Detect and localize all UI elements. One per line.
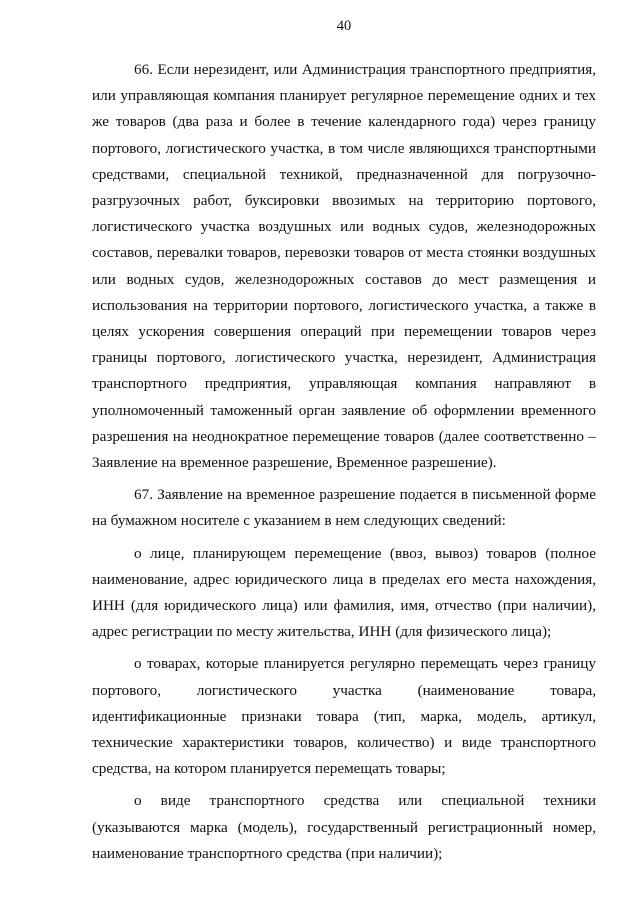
paragraph-goods-info: о товарах, которые планируется регулярно перемещать через границу портового, логистического участка (наименование товара, идентификационные признаки товара (тип, марка, модель, артикул, технические характеристики товаров, количество) и виде транспортного средства, на котором планируется перемещать товары; <box>92 655 596 778</box>
paragraph-vehicle-info: о виде транспортного средства или специальной техники (указываются марка (модель), государственный регистрационный номер, наименование транспортного средства (при наличии); <box>92 792 596 862</box>
paragraph-person-info: о лице, планирующем перемещение (ввоз, вывоз) товаров (полное наименование, адрес юридического лица в пределах его места нахождения, ИНН (для юридического лица) или фамилия, имя, отчество (при наличии), адрес регистрации по месту жительства, ИНН (для физического лица); <box>92 544 596 641</box>
page-number: 40 <box>336 18 352 34</box>
paragraph-67: 67. Заявление на временное разрешение подается в письменной форме на бумажном носителе с указанием в нем следующих сведений: <box>92 486 596 530</box>
paragraph-66: 66. Если нерезидент, или Администрация транспортного предприятия, или управляющая компания планирует регулярное перемещение одних и тех же товаров (два раза и более в течение календарного года) через границу портового, логистического участка, в том числе являющихся транспортными средствами, специальной техникой, предназначенной для погрузочно-разгрузочных работ, буксировки ввозимых на территорию портового, логистического участка воздушных или водных судов, железнодорожных составов, перевалки товаров, перевозки товаров от места стоянки воздушных или водных судов, железнодорожных составов до мест размещения и использования на территории портового, логистического участка, а также в целях ускорения совершения операций при перемещении товаров через границы портового, логистического участка, нерезидент, Администрация транспортного предприятия, управляющая компания направляют в уполномоченный таможенный орган заявление об оформлении временного разрешения на неоднократное перемещение товаров (далее соответственно – Заявление на временное разрешение, Временное разрешение). <box>92 61 596 472</box>
